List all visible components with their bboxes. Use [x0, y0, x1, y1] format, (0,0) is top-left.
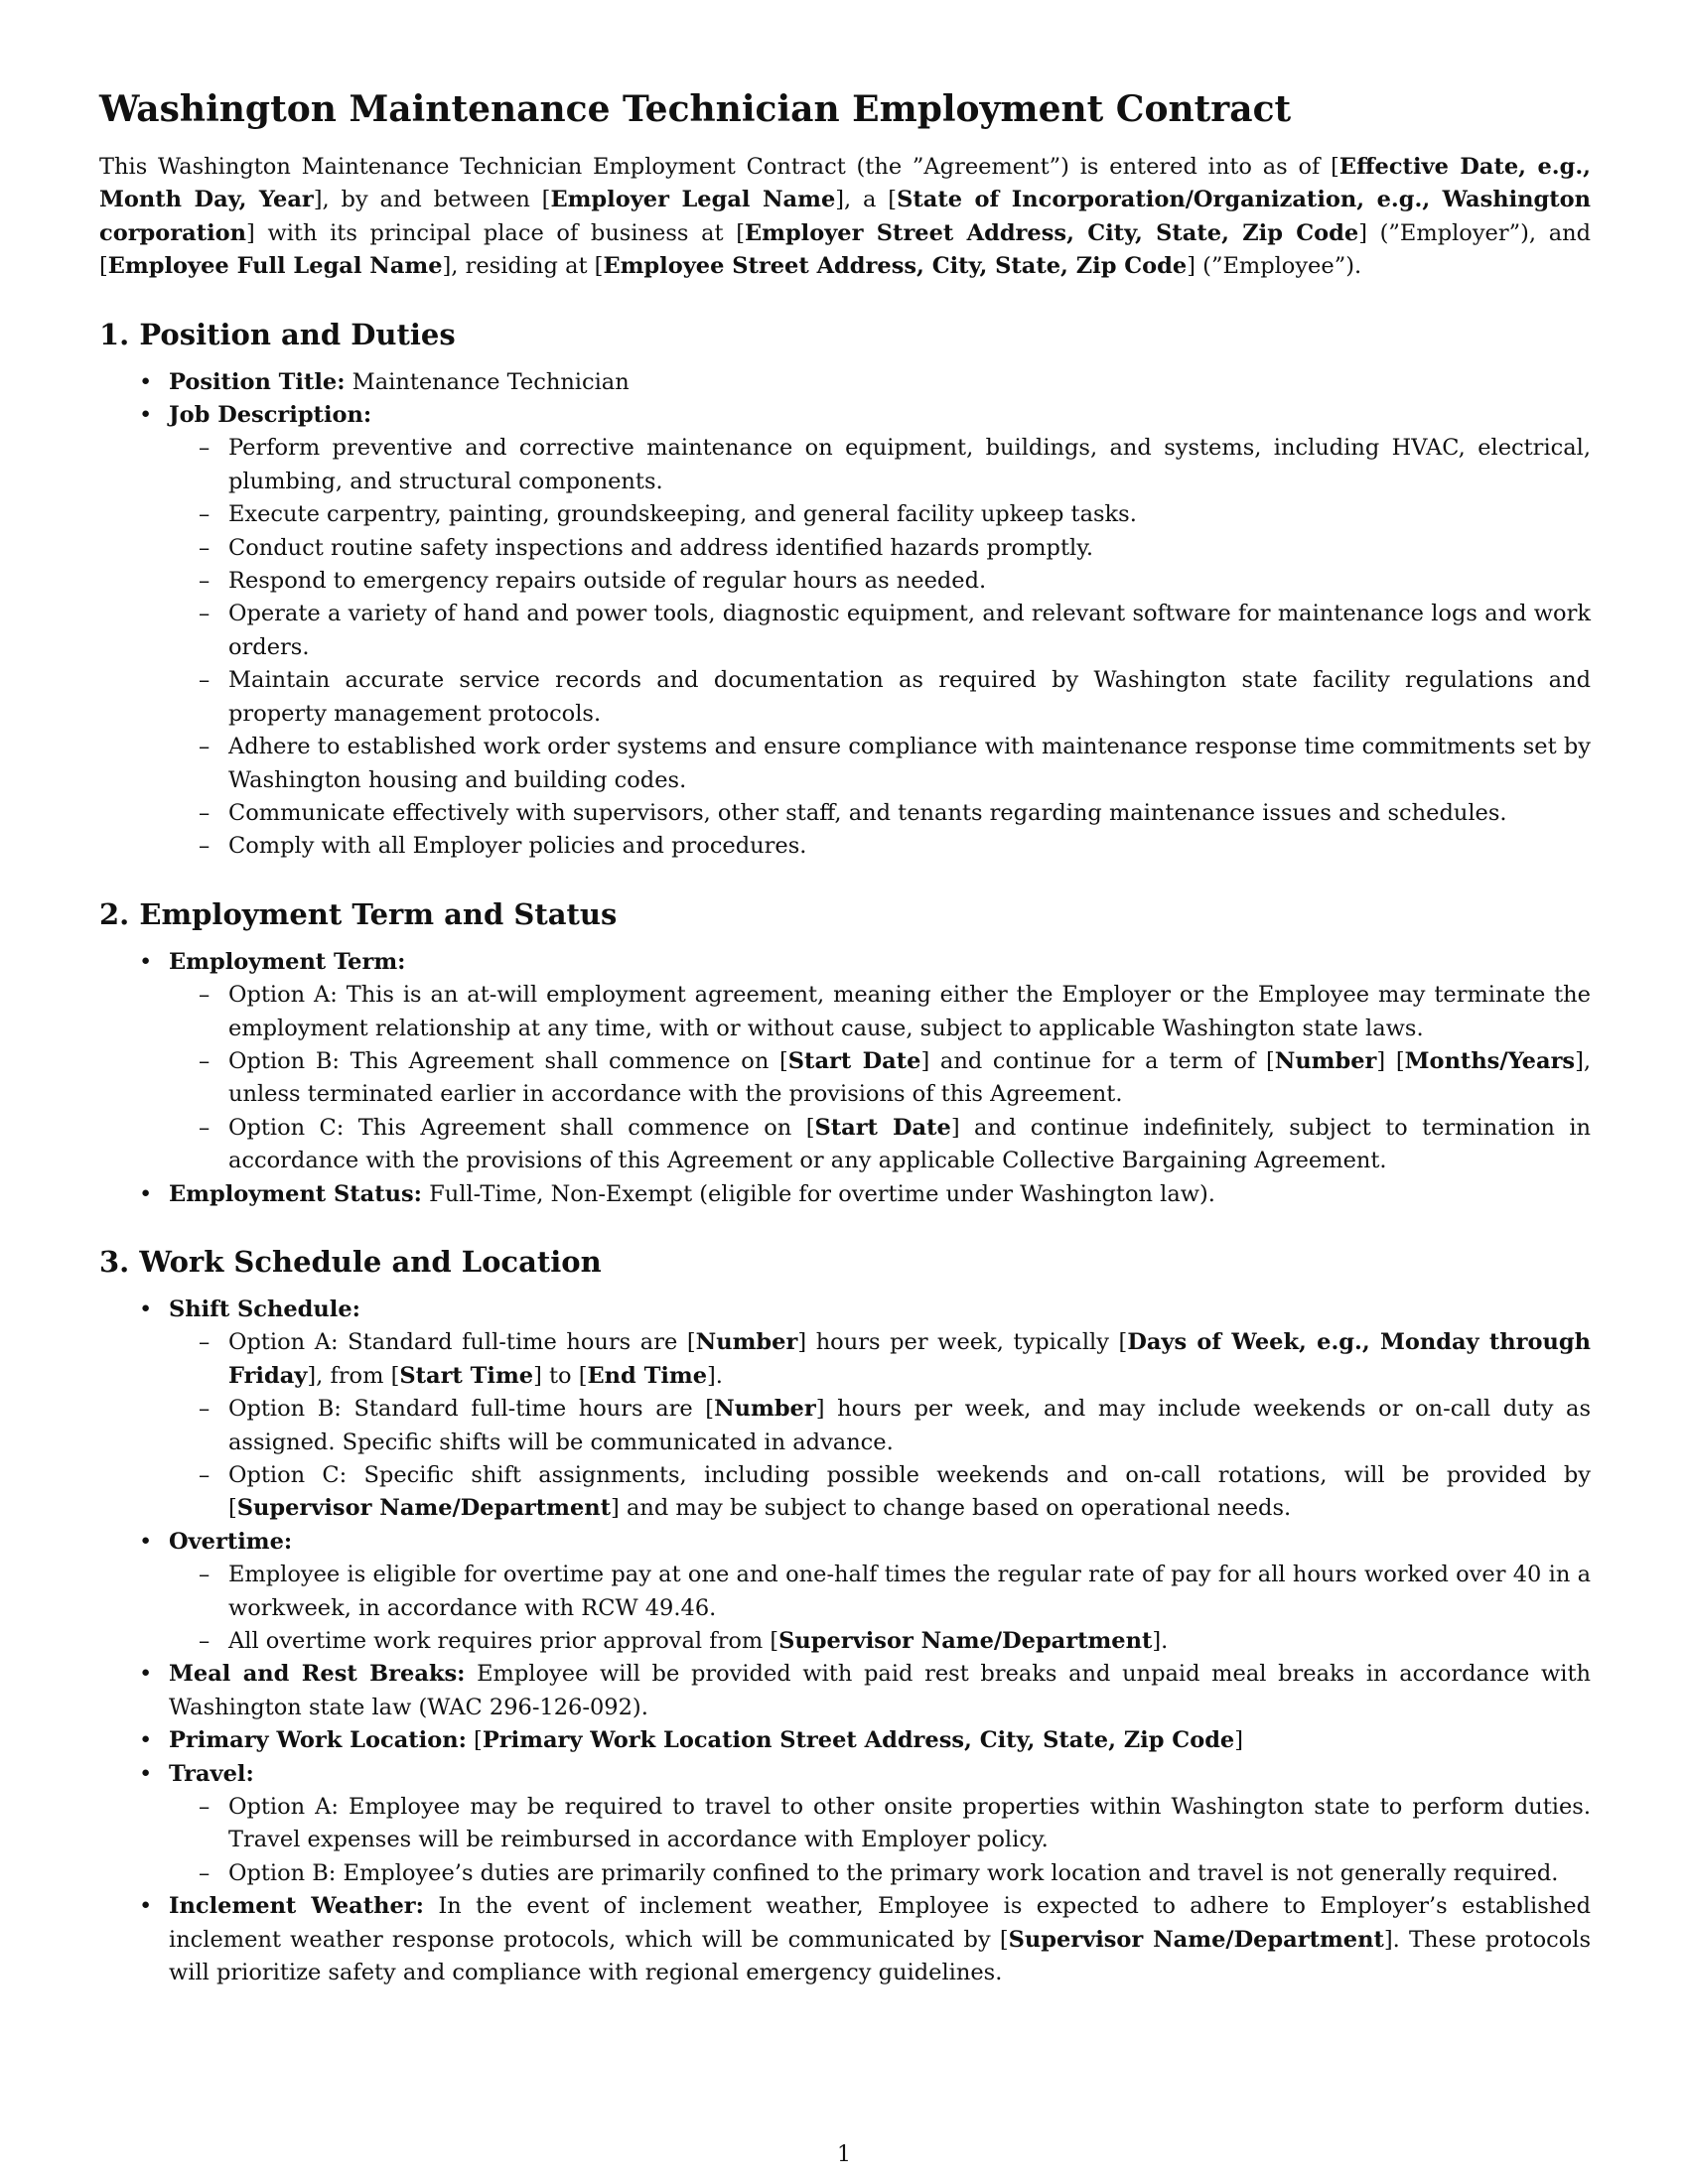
placeholder-field: Number: [695, 1329, 798, 1356]
sub-list-item: [169, 1393, 1591, 1459]
section: [99, 1243, 1591, 1990]
text-run: Employee will be provided with paid rest breaks and unpaid meal breaks in accordance with Washington state law (WAC 296-126-092).: [169, 1661, 1591, 1720]
list-item: [99, 399, 1591, 864]
text-run: Communicate effectively with supervisors, other staff, and tenants regarding maintenance issues and schedules.: [228, 799, 1507, 826]
text-run: ] (”Employer”), and [: [99, 219, 1592, 280]
section-heading: 3. Work Schedule and Location: [99, 1244, 602, 1279]
text-run: Option B: Employee’s duties are primarily confined to the primary work location and travel is not generally required.: [228, 1859, 1559, 1886]
sub-list-item: [169, 1045, 1591, 1112]
placeholder-field: Primary Work Location Street Address, City, State, Zip Code: [482, 1727, 1235, 1754]
text-run: In the event of inclement weather, Employee is expected to adhere to Employer’s established inclement weather response protocols, which will be communicated by [: [169, 1893, 1592, 1953]
sub-list-item: [169, 532, 1591, 565]
text-run: Maintenance Technician: [345, 368, 630, 395]
text-run: Conduct routine safety inspections and address identified hazards promptly.: [228, 534, 1094, 561]
text-run: All overtime work requires prior approval from [: [228, 1628, 779, 1655]
placeholder-field: End Time: [587, 1362, 708, 1389]
placeholder-field: Start Date: [787, 1047, 921, 1074]
text-run: Option A: This is an at-will employment agreement, meaning either the Employer or the Employee may terminate the employment relationship at any time, with or without cause, subject to applicable Washington state laws.: [228, 982, 1591, 1041]
section-heading: 2. Employment Term and Status: [99, 896, 618, 931]
bullet-list: [99, 1294, 1591, 1990]
text-run: ] hours per week, and may include weekends or on-call duty as assigned. Specific shifts will be communicated in advance.: [228, 1396, 1591, 1455]
placeholder-field: Employer Street Address, City, State, Zip Code: [744, 219, 1359, 246]
placeholder-field: Number: [1274, 1047, 1377, 1074]
item-label: Job Description:: [169, 402, 372, 429]
text-run: ] with its principal place of business at [: [246, 219, 745, 246]
document-title: Washington Maintenance Technician Employment Contract: [99, 88, 1292, 130]
list-item: [99, 1658, 1591, 1724]
text-run: Option C: This Agreement shall commence on [: [228, 1114, 815, 1141]
list-item: [99, 1294, 1591, 1526]
section: [99, 895, 1591, 1211]
text-run: Option A: Standard full-time hours are [: [228, 1329, 696, 1356]
text-run: Option B: This Agreement shall commence on [: [228, 1047, 788, 1074]
sub-list: [169, 1791, 1591, 1890]
text-run: ], unless terminated earlier in accordance with the provisions of this Agreement.: [228, 1047, 1592, 1108]
sub-list-item: [169, 830, 1591, 863]
text-run: Option C: Specific shift assignments, including possible weekends and on-call rotations, will be provided by [: [228, 1462, 1591, 1522]
text-run: ].: [1152, 1628, 1169, 1655]
text-run: ]: [1234, 1727, 1244, 1754]
placeholder-field: Employee Street Address, City, State, Zip Code: [603, 253, 1188, 280]
text-run: Option A: Employee may be required to travel to other onsite properties within Washington state to perform duties. Travel expenses will be reimbursed in accordance with Employer policy.: [228, 1794, 1591, 1853]
sub-list-item: [169, 664, 1591, 731]
section-heading: 1. Position and Duties: [99, 317, 456, 351]
text-run: ] and continue indefinitely, subject to termination in accordance with the provisions of this Agreement or any applicable Collective Bargaining Agreement.: [228, 1114, 1592, 1174]
item-label: Overtime:: [169, 1528, 293, 1555]
placeholder-field: Supervisor Name/Department: [778, 1628, 1153, 1655]
sub-list-item: [169, 432, 1591, 498]
sub-list-item: [169, 1559, 1591, 1625]
item-label: Primary Work Location:: [169, 1727, 467, 1754]
item-label: Inclement Weather:: [169, 1893, 424, 1920]
item-label: Employment Status:: [169, 1180, 422, 1207]
item-label: Position Title:: [169, 368, 346, 395]
item-label: Meal and Rest Breaks:: [169, 1661, 466, 1688]
sub-list-item: [169, 979, 1591, 1045]
sub-list: [169, 1326, 1591, 1525]
placeholder-field: Employer Legal Name: [550, 187, 836, 213]
text-run: Full-Time, Non-Exempt (eligible for overtime under Washington law).: [421, 1180, 1215, 1207]
placeholder-field: Days of Week, e.g., Monday through Friday: [228, 1329, 1591, 1389]
item-label: Shift Schedule:: [169, 1296, 360, 1322]
bullet-list: [99, 946, 1591, 1211]
text-run: ]. These protocols will prioritize safety and compliance with regional emergency guidelines.: [169, 1926, 1591, 1986]
text-run: ], from [: [307, 1362, 400, 1389]
document-page: [99, 87, 1591, 2022]
list-item: [99, 1758, 1591, 1891]
text-run: ].: [707, 1362, 723, 1389]
text-run: ] and continue for a term of [: [920, 1047, 1275, 1074]
sub-list-item: [169, 1857, 1591, 1890]
placeholder-field: Effective Date, e.g., Month Day, Year: [99, 154, 1591, 213]
sub-list-item: [169, 498, 1591, 531]
sub-list-item: [169, 1326, 1591, 1393]
text-run: Employee is eligible for overtime pay at one and one-half times the regular rate of pay for all hours worked over 40 in a workweek, in accordance with RCW 49.46.: [228, 1562, 1591, 1621]
list-item: [99, 1724, 1591, 1757]
bullet-list: [99, 366, 1591, 864]
placeholder-field: Employee Full Legal Name: [107, 253, 443, 280]
sub-list-item: [169, 1791, 1591, 1857]
text-run: ] [: [1376, 1047, 1405, 1074]
sub-list: [169, 1559, 1591, 1658]
placeholder-field: Start Date: [814, 1114, 951, 1141]
list-item: [99, 1890, 1591, 1989]
text-run: Maintain accurate service records and documentation as required by Washington state facility regulations and property management protocols.: [228, 667, 1591, 727]
text-run: ], by and between [: [313, 187, 551, 213]
sections-container: [99, 316, 1591, 1990]
list-item: [99, 1178, 1591, 1211]
sub-list-item: [169, 1625, 1591, 1658]
section: [99, 316, 1591, 864]
sub-list-item: [169, 731, 1591, 797]
text-run: ], residing at [: [442, 253, 604, 280]
list-item: [99, 946, 1591, 1178]
sub-list-item: [169, 1112, 1591, 1178]
sub-list-item: [169, 598, 1591, 664]
text-run: ] hours per week, typically [: [797, 1329, 1128, 1356]
text-run: ], a [: [835, 187, 898, 213]
sub-list: [169, 979, 1591, 1177]
list-item: [99, 366, 1591, 399]
text-run: Operate a variety of hand and power tools, diagnostic equipment, and relevant software for maintenance logs and work orders.: [228, 601, 1591, 660]
text-run: Option B: Standard full-time hours are [: [228, 1396, 715, 1423]
text-run: ] and may be subject to change based on operational needs.: [611, 1495, 1292, 1522]
item-label: Travel:: [169, 1760, 254, 1787]
placeholder-field: Supervisor Name/Department: [1008, 1926, 1384, 1953]
sub-list: [169, 432, 1591, 863]
text-run: ] (”Employee”).: [1187, 253, 1362, 280]
page-number: 1: [837, 2142, 851, 2167]
item-label: Employment Term:: [169, 948, 406, 975]
text-run: This Washington Maintenance Technician Employment Contract (the ”Agreement”) is entered into as of [: [99, 154, 1339, 180]
text-run: Respond to emergency repairs outside of regular hours as needed.: [228, 568, 987, 595]
placeholder-field: Number: [714, 1396, 816, 1423]
text-run: Comply with all Employer policies and procedures.: [228, 833, 807, 860]
sub-list-item: [169, 1459, 1591, 1526]
placeholder-field: Months/Years: [1404, 1047, 1576, 1074]
intro-paragraph: [99, 151, 1591, 284]
text-run: Execute carpentry, painting, groundskeeping, and general facility upkeep tasks.: [228, 501, 1137, 528]
text-run: Adhere to established work order systems and ensure compliance with maintenance response time commitments set by Washington housing and building codes.: [228, 734, 1591, 793]
sub-list-item: [169, 565, 1591, 598]
placeholder-field: Start Time: [399, 1362, 534, 1389]
text-run: Perform preventive and corrective maintenance on equipment, buildings, and systems, including HVAC, electrical, plumbing, and structural components.: [228, 435, 1591, 494]
placeholder-field: State of Incorporation/Organization, e.g., Washington corporation: [99, 187, 1591, 246]
text-run: ] to [: [533, 1362, 588, 1389]
text-run: [: [466, 1727, 483, 1754]
placeholder-field: Supervisor Name/Department: [236, 1495, 612, 1522]
list-item: [99, 1526, 1591, 1659]
sub-list-item: [169, 797, 1591, 830]
